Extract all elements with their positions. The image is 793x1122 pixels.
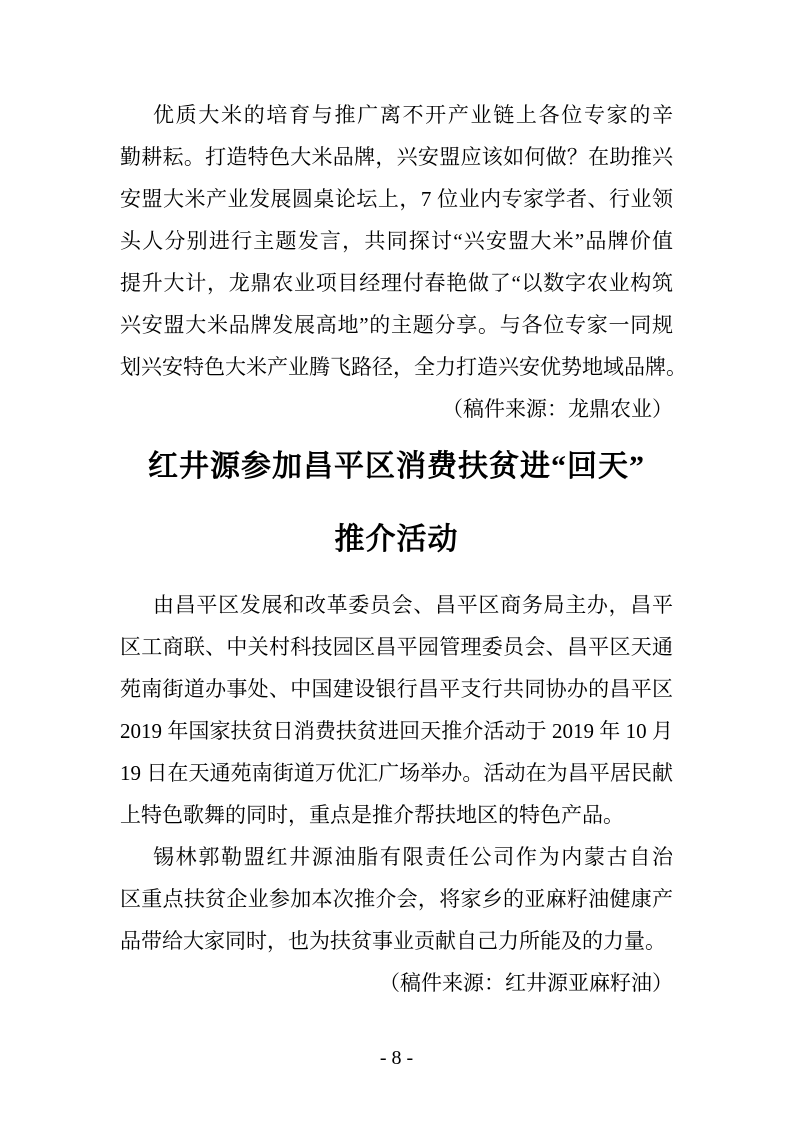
body-line: 锡林郭勒盟红井源油脂有限责任公司作为内蒙古自治 <box>153 845 673 869</box>
source-attribution: （稿件来源：龙鼎农业） <box>442 397 673 421</box>
body-line: 19 日在天通苑南街道万优汇广场举办。活动在为昌平居民献 <box>120 761 673 785</box>
body-line: 品带给大家同时，也为扶贫事业贡献自己力所能及的力量。 <box>120 929 666 953</box>
body-line: 安盟大米产业发展圆桌论坛上，7 位业内专家学者、行业领 <box>120 187 673 211</box>
body-line: 勤耕耘。打造特色大米品牌，兴安盟应该如何做？在助推兴 <box>120 145 673 169</box>
page-content <box>120 94 687 1004</box>
body-line: 优质大米的培育与推广离不开产业链上各位专家的辛 <box>153 103 673 127</box>
body-line: 苑南街道办事处、中国建设银行昌平支行共同协办的昌平区 <box>120 677 673 701</box>
body-line: 提升大计，龙鼎农业项目经理付春艳做了“以数字农业构筑 <box>120 271 673 295</box>
body-line: 由昌平区发展和改革委员会、昌平区商务局主办，昌平 <box>153 593 673 617</box>
body-line: 区工商联、中关村科技园区昌平园管理委员会、昌平区天通 <box>120 635 673 659</box>
body-line: 头人分别进行主题发言，共同探讨“兴安盟大米”品牌价值 <box>120 229 673 253</box>
body-line: 区重点扶贫企业参加本次推介会，将家乡的亚麻籽油健康产 <box>120 887 673 911</box>
body-line: 2019 年国家扶贫日消费扶贫进回天推介活动于 2019 年 10 月 <box>120 719 673 743</box>
body-line: 划兴安特色大米产业腾飞路径，全力打造兴安优势地域品牌。 <box>120 355 687 379</box>
source-attribution: （稿件来源：红井源亚麻籽油） <box>379 971 673 995</box>
body-line: 上特色歌舞的同时，重点是推介帮扶地区的特色产品。 <box>120 803 624 827</box>
page-number: - 8 - <box>379 1047 414 1069</box>
section-title-line-2: 推介活动 <box>334 523 459 556</box>
body-line: 兴安盟大米品牌发展高地”的主题分享。与各位专家一同规 <box>120 313 673 337</box>
section-title-line-1: 红井源参加昌平区消费扶贫进“回天” <box>148 450 645 483</box>
